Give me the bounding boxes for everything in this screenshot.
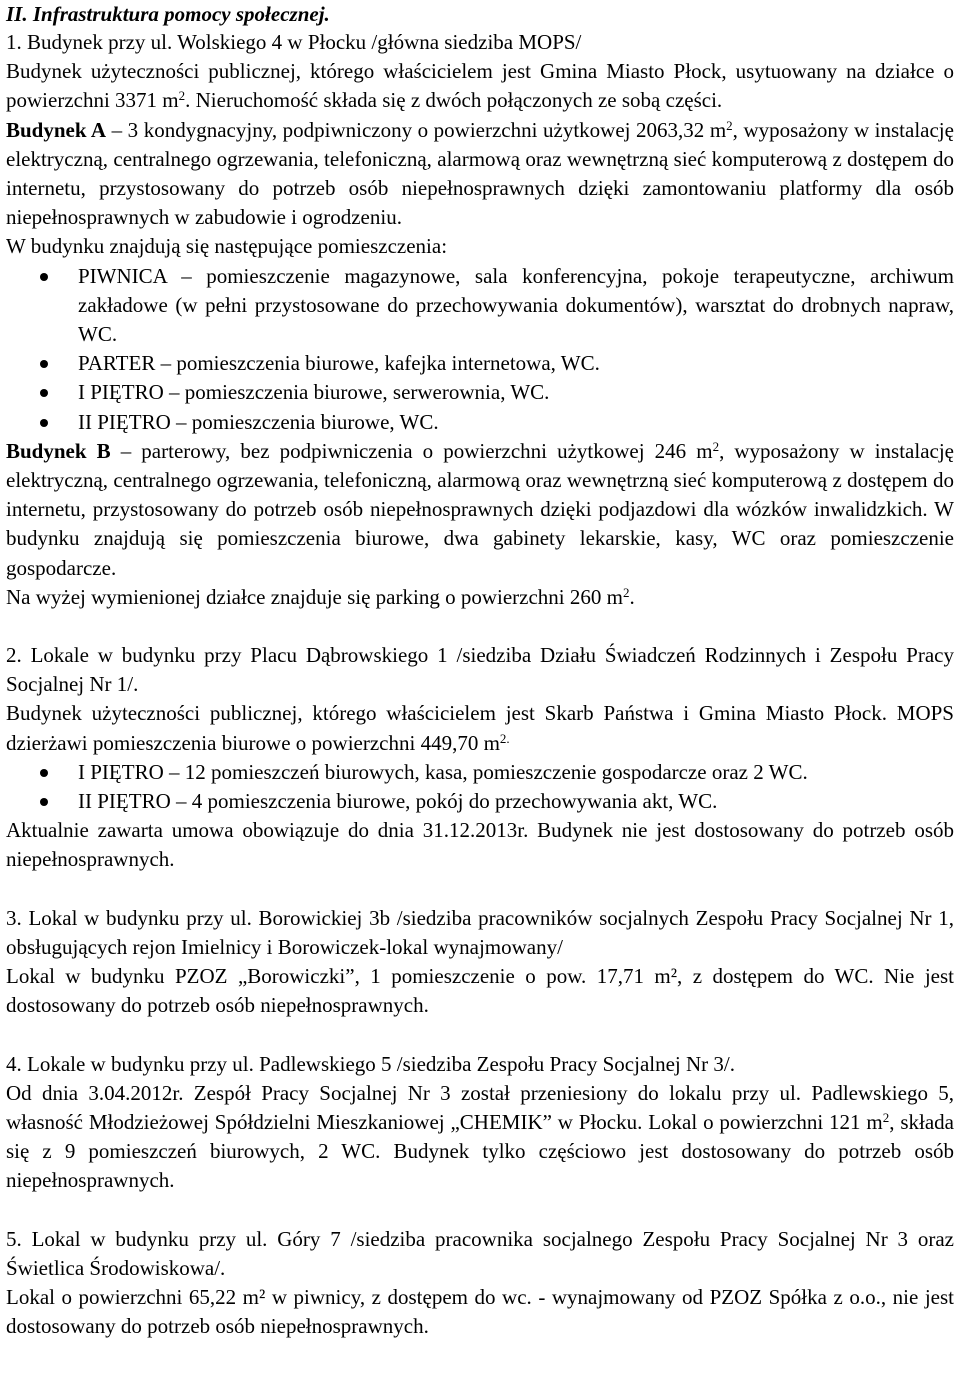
section-3-title: 3. Lokal w budynku przy ul. Borowickiej 3b /siedziba pracowników socjalnych Zespołu Pracy Socjalnej Nr 1, obsługujących rejon Imielnicy i Borowiczek-lokal wynajmowany/ — [6, 905, 954, 959]
section-5-description: Lokal o powierzchni 65,22 m² w piwnicy, z dostępem do wc. - wynajmowany od PZOZ Spółka z o.o., nie jest dostosowany do potrzeb osób niepełnosprawnych. — [6, 1284, 954, 1339]
list-item: I PIĘTRO – 12 pomieszczeń biurowych, kasa, pomieszczenie gospodarcze oraz 2 WC. — [6, 758, 954, 787]
spacer — [6, 612, 954, 641]
floors-list — [6, 758, 954, 816]
building-b-paragraph: Budynek B – parterowy, bez podpiwniczenia o powierzchni użytkowej 246 $m^2$, wyposażony w instalację elektryczną, centralnego ogrzewania, telefoniczną, alarmową oraz wewnętrzną sieć komputerową z dostępem do internetu, przystosowany do potrzeb osób niepełnosprawnych dzięki podjazdowi dla wózków inwalidzkich. W budynku znajdują się pomieszczenia biurowe, dwa gabinety lekarskie, kasy, WC oraz pomieszczenie gospodarcze. — [6, 438, 954, 580]
section-5-title: 5. Lokal w budynku przy ul. Góry 7 /siedziba pracownika socjalnego Zespołu Pracy Socjalnej Nr 3 oraz Świetlica Środowiskowa/. — [6, 1226, 954, 1280]
section-heading: II. Infrastruktura pomocy społecznej. — [6, 2, 330, 26]
list-item: II PIĘTRO – 4 pomieszczenia biurowe, pokój do przechowywania akt, WC. — [6, 787, 954, 816]
section-2-description: Budynek użyteczności publicznej, którego właścicielem jest Skarb Państwa i Gmina Miasto Płock. MOPS dzierżawi pomieszczenia biurowe o powierzchni 449,70 $m^{2.}$ — [6, 701, 954, 755]
section-2-note: Aktualnie zawarta umowa obowiązuje do dnia 31.12.2013r. Budynek nie jest dostosowany do potrzeb osób niepełnosprawnych. — [6, 818, 954, 872]
bullet-icon — [40, 419, 48, 427]
spacer — [6, 1196, 954, 1225]
section-5 — [6, 1225, 954, 1342]
rooms-intro: W budynku znajdują się następujące pomieszczenia: — [6, 234, 448, 259]
bullet-icon — [40, 273, 48, 281]
section-1-description: Budynek użyteczności publicznej, którego właścicielem jest Gmina Miasto Płock, usytuowany na działce o powierzchni 3371 $m^2$. Nieruchomość składa się z dwóch połączonych ze sobą części. — [6, 59, 954, 113]
building-a-label: Budynek A — [6, 117, 107, 142]
list-item: PIWNICA – pomieszczenie magazynowe, sala konferencyjna, pokoje terapeutyczne, archiwum zakładowe (w pełni przystosowane do przechowywania dokumentów), warsztat do drobnych napraw, WC. — [6, 262, 954, 350]
list-item: PARTER – pomieszczenia biurowe, kafejka internetowa, WC. — [6, 349, 954, 378]
list-item: I PIĘTRO – pomieszczenia biurowe, serwerownia, WC. — [6, 378, 954, 407]
section-3 — [6, 904, 954, 1021]
parking-paragraph: Na wyżej wymienionej działce znajduje się parking o powierzchni 260 $m^2$. — [6, 584, 635, 609]
list-item: II PIĘTRO – pomieszczenia biurowe, WC. — [6, 408, 954, 437]
building-b-label: Budynek B — [6, 438, 111, 463]
rooms-list — [6, 262, 954, 437]
section-3-description: Lokal w budynku PZOZ „Borowiczki”, 1 pomieszczenie o pow. 17,71 m², z dostępem do WC. Nie jest dostosowany do potrzeb osób niepełnosprawnych. — [6, 964, 954, 1018]
bullet-icon — [40, 360, 48, 368]
section-2 — [6, 641, 954, 875]
building-a-paragraph: Budynek A – 3 kondygnacyjny, podpiwniczony o powierzchni użytkowej 2063,32 $m^2$, wyposażony w instalację elektryczną, centralnego ogrzewania, telefoniczną, alarmową oraz wewnętrzną sieć komputerową z dostępem do internetu, przystosowany do potrzeb osób niepełnosprawnych dzięki zamontowaniu platformy dla osób niepełnosprawnych w zabudowie i ogrodzeniu. — [6, 117, 954, 230]
section-2-title: 2. Lokale w budynku przy Placu Dąbrowskiego 1 /siedziba Działu Świadczeń Rodzinnych i Zespołu Pracy Socjalnej Nr 1/. — [6, 643, 954, 697]
spacer — [6, 1021, 954, 1050]
section-4-title: 4. Lokale w budynku przy ul. Padlewskiego 5 /siedziba Zespołu Pracy Socjalnej Nr 3/. — [6, 1051, 736, 1076]
section-4 — [6, 1050, 954, 1196]
bullet-icon — [40, 798, 48, 806]
section-1 — [6, 28, 954, 612]
spacer — [6, 875, 954, 904]
bullet-icon — [40, 769, 48, 777]
section-1-title: 1. Budynek przy ul. Wolskiego 4 w Płocku /główna siedziba MOPS/ — [6, 30, 582, 54]
bullet-icon — [40, 389, 48, 397]
section-4-description: Od dnia 3.04.2012r. Zespół Pracy Socjalnej Nr 3 został przeniesiony do lokalu przy ul. Padlewskiego 5, własność Młodzieżowej Spółdzielni Mieszkaniowej „CHEMIK” w Płocku. Lokal o powierzchni 121 $m^2$, składa się z 9 pomieszczeń biurowych, 2 WC. Budynek tylko częściowo jest dostosowany do potrzeb osób niepełnosprawnych. — [6, 1080, 954, 1193]
